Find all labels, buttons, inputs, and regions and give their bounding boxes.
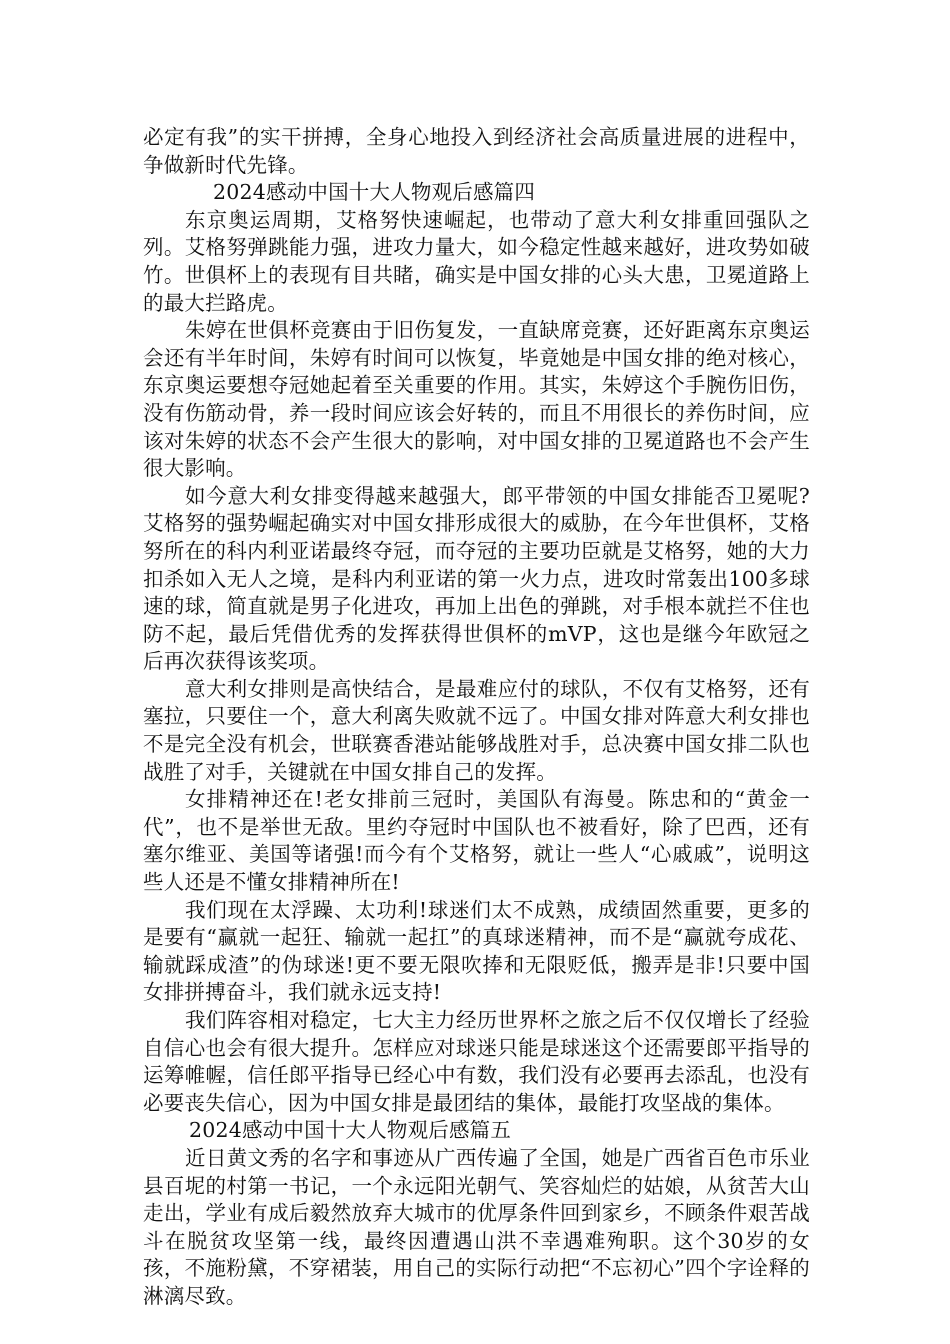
paragraph: 我们阵容相对稳定，七大主力经历世界杯之旅之后不仅仅增长了经验自信心也会有很大提升。怎样应对球迷只能是球迷这个还需要郎平指导的运筹帷幄，信任郎平指导已经心中有数，我们没有必要再去添乱，也没有必要丧失信心，因为中国女排是最团结的集体，最能打攻坚战的集体。 bbox=[143, 1008, 810, 1115]
document-page bbox=[143, 124, 810, 1311]
paragraph: 东京奥运周期，艾格努快速崛起，也带动了意大利女排重回强队之列。艾格努弹跳能力强，进攻力量大，如今稳定性越来越好，进攻势如破竹。世俱杯上的表现有目共睹，确实是中国女排的心头大患，卫冕道路上的最大拦路虎。 bbox=[143, 207, 810, 315]
paragraph: 必定有我”的实干拼搏，全身心地投入到经济社会高质量进展的进程中，争做新时代先锋。 bbox=[143, 125, 810, 177]
paragraph: 女排精神还在!老女排前三冠时，美国队有海曼。陈忠和的“黄金一代”，也不是举世无敌。里约夺冠时中国队也不被看好，除了巴西，还有塞尔维亚、美国等诸强!而今有个艾格努，就让一些人“心戚戚”，说明这些人还是不懂女排精神所在! bbox=[143, 787, 810, 895]
paragraph: 近日黄文秀的名字和事迹从广西传遍了全国，她是广西省百色市乐业县百坭的村第一书记，一个永远阳光朝气、笑容灿烂的姑娘，从贫苦大山走出，学业有成后毅然放弃大城市的优厚条件回到家乡，不顾条件艰苦战斗在脱贫攻坚第一线，最终因遭遇山洪不幸遇难殉职。这个30岁的女孩，不施粉黛，不穿裙装，用自己的实际行动把“不忘初心”四个字诠释的淋漓尽致。 bbox=[143, 1145, 810, 1308]
paragraph: 我们现在太浮躁、太功利!球迷们太不成熟，成绩固然重要，更多的是要有“赢就一起狂、输就一起扛”的真球迷精神，而不是“赢就夸成花、输就踩成渣”的伪球迷!更不要无限吹捧和无限贬低，搬弄是非!只要中国女排拼搏奋斗，我们就永远支持! bbox=[143, 897, 810, 1005]
paragraph: 如今意大利女排变得越来越强大，郎平带领的中国女排能否卫冕呢?艾格努的强势崛起确实对中国女排形成很大的威胁，在今年世俱杯，艾格努所在的科内利亚诺最终夺冠，而夺冠的主要功臣就是艾格努，她的大力扣杀如入无人之境，是科内利亚诺的第一火力点，进攻时常轰出100多球速的球，简直就是男子化进攻，再加上出色的弹跳，对手根本就拦不住也防不起，最后凭借优秀的发挥获得世俱杯的mVP，这也是继今年欧冠之后再次获得该奖项。 bbox=[143, 483, 810, 674]
paragraph: 朱婷在世俱杯竞赛由于旧伤复发，一直缺席竞赛，还好距离东京奥运会还有半年时间，朱婷有时间可以恢复，毕竟她是中国女排的绝对核心，东京奥运要想夺冠她起着至关重要的作用。其实，朱婷这个手腕伤旧伤，没有伤筋动骨，养一段时间应该会好转的，而且不用很长的养伤时间，应该对朱婷的状态不会产生很大的影响，对中国女排的卫冕道路也不会产生很大影响。 bbox=[143, 318, 810, 481]
paragraph: 意大利女排则是高快结合，是最难应付的球队，不仅有艾格努，还有塞拉，只要住一个，意大利离失败就不远了。中国女排对阵意大利女排也不是完全没有机会，世联赛香港站能够战胜对手，总决赛中国女排二队也战胜了对手，关键就在中国女排自己的发挥。 bbox=[143, 676, 810, 784]
section-heading: 2024感动中国十大人物观后感篇四 bbox=[213, 180, 536, 205]
section-heading: 2024感动中国十大人物观后感篇五 bbox=[189, 1118, 512, 1143]
